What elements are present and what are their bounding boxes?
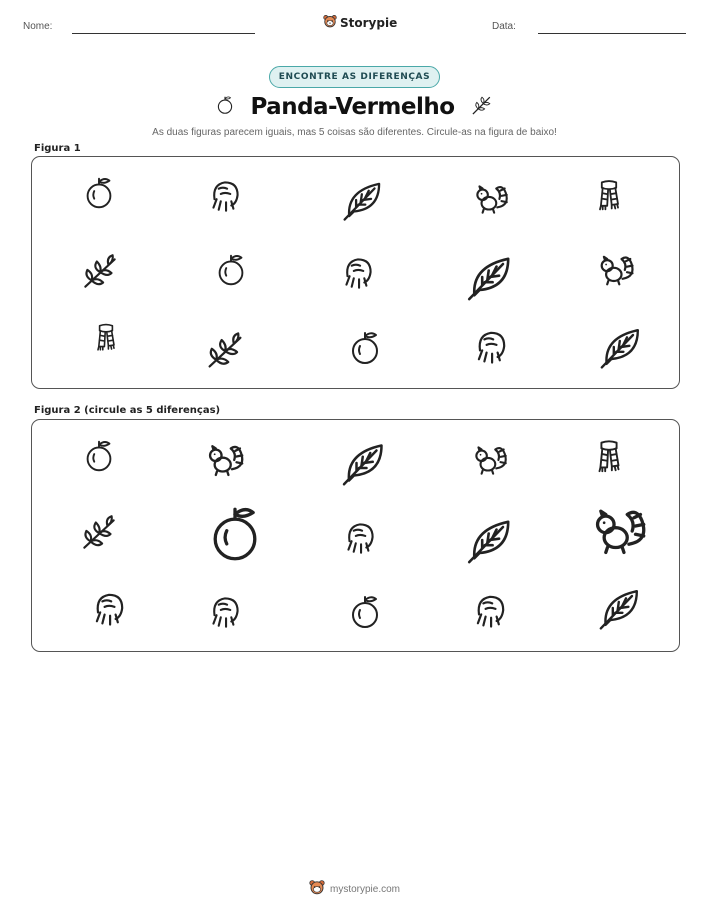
scarf-icon: [591, 177, 627, 213]
leaf-icon[interactable]: [464, 514, 516, 566]
panda-logo-icon: [323, 13, 337, 32]
panda-logo-icon: [309, 879, 325, 899]
squirrel-icon[interactable]: [469, 439, 511, 481]
instructions: As duas figuras parecem iguais, mas 5 coisas são diferentes. Circule-as na figura de baixo!: [152, 127, 557, 138]
scarf-icon: [90, 321, 122, 353]
paw-icon[interactable]: [339, 516, 381, 558]
leaf-icon: [340, 177, 386, 223]
apple-icon: [345, 328, 385, 368]
apple-icon: [80, 174, 118, 212]
activity-badge: ENCONTRE AS DIFERENÇAS: [269, 66, 440, 88]
paw-icon[interactable]: [468, 588, 512, 632]
date-label: Data:: [492, 21, 516, 32]
apple-icon: [212, 251, 250, 289]
brand-logo: [323, 13, 397, 32]
apple-icon[interactable]: [202, 501, 268, 567]
date-field[interactable]: [538, 33, 686, 34]
scarf-icon[interactable]: [590, 437, 628, 475]
apple-icon[interactable]: [80, 437, 118, 475]
figure-2-label: Figura 2 (circule as 5 diferenças): [34, 405, 221, 416]
squirrel-icon: [594, 248, 638, 292]
apple-icon[interactable]: [345, 592, 385, 632]
squirrel-icon[interactable]: [586, 498, 652, 564]
squirrel-icon: [470, 178, 512, 220]
twig-icon: [79, 251, 121, 293]
paw-icon: [204, 174, 246, 216]
leaf-icon[interactable]: [596, 584, 644, 632]
twig-icon[interactable]: [78, 512, 120, 554]
squirrel-icon[interactable]: [202, 437, 248, 483]
twig-icon: [203, 329, 247, 373]
page-title: Panda-Vermelho: [250, 94, 455, 120]
brand-name: Storypie: [340, 15, 398, 30]
twig-icon: [469, 92, 495, 122]
leaf-icon: [597, 323, 645, 371]
title-row: [0, 92, 709, 122]
figure-2-panel[interactable]: [31, 419, 680, 652]
paw-icon: [469, 324, 513, 368]
figure-1-panel[interactable]: [31, 156, 680, 389]
figure-1-label: Figura 1: [34, 143, 81, 154]
apple-icon: [214, 94, 236, 120]
footer: [0, 879, 709, 899]
paw-icon[interactable]: [204, 590, 246, 632]
leaf-icon: [464, 251, 516, 303]
leaf-icon[interactable]: [339, 438, 389, 488]
name-label: Nome:: [23, 21, 53, 32]
paw-icon: [337, 251, 379, 293]
name-field[interactable]: [72, 33, 255, 34]
footer-url: mystorypie.com: [329, 883, 400, 895]
paw-icon[interactable]: [87, 586, 131, 630]
